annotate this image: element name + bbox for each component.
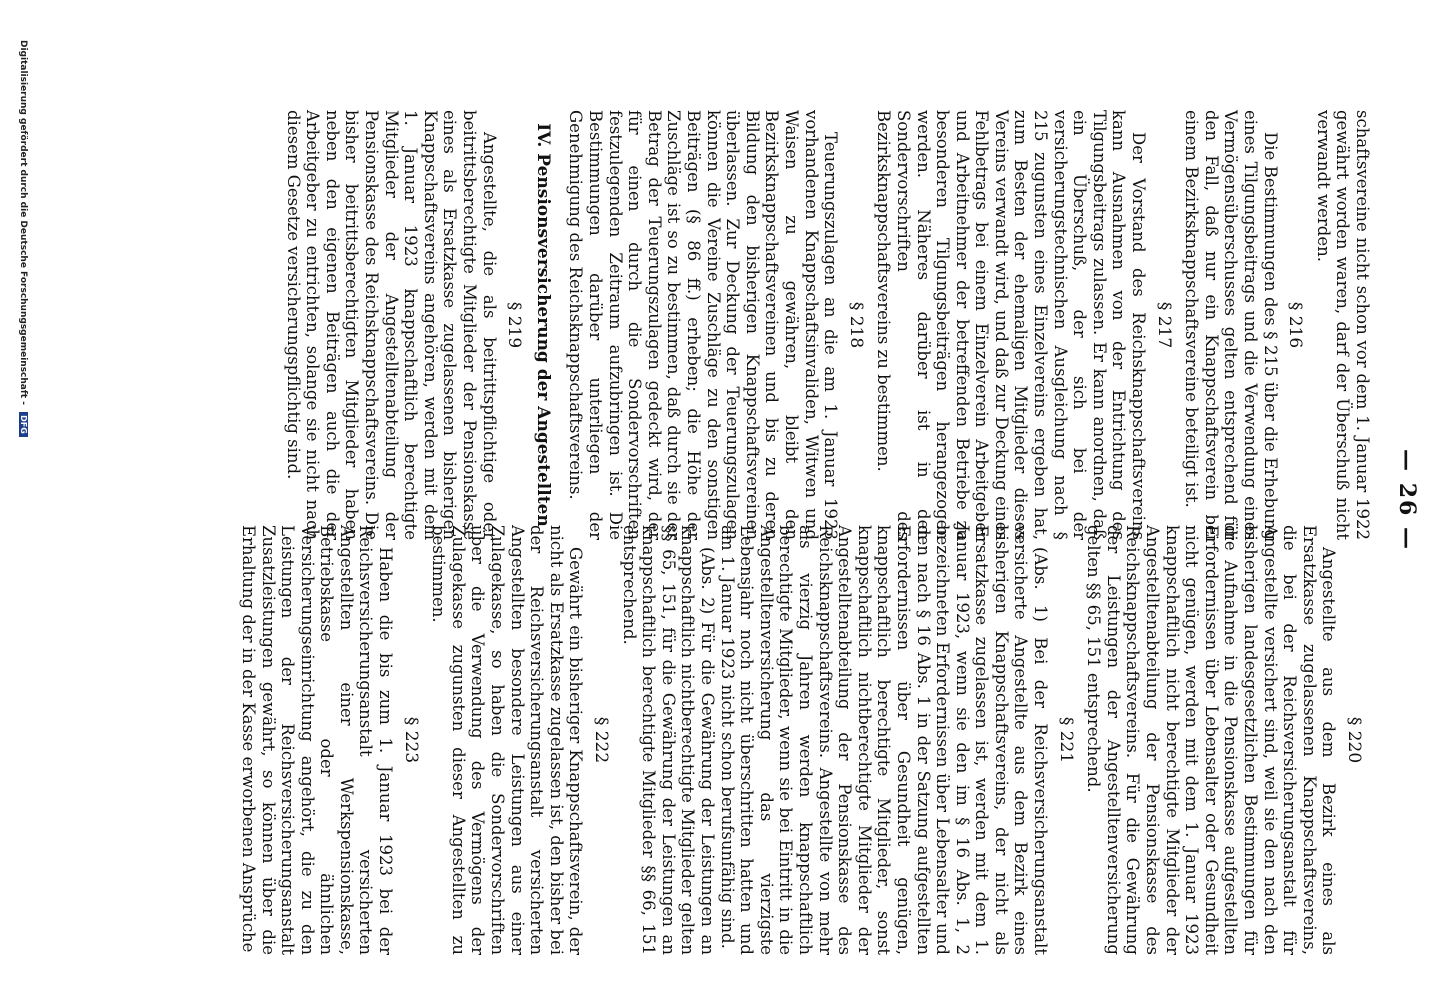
chapter-heading: IV. Pensionsversicherung der Angestellten: [532, 123, 553, 527]
section-218-title: § 218: [845, 301, 866, 349]
section-216-title: § 216: [1285, 301, 1306, 349]
section-221-title: § 221: [1055, 716, 1076, 764]
paragraph-220: Angestellte aus dem Bezirk eines als Ersatzkasse zugelassenen Knappschaftsvereins, die bei der Reichsversicherungsanstalt für Angestellte versichert sind, weil sie den nach den bisherigen landesgesetzlichen Bestimmungen für die Aufnahme in die Pensionskasse aufgestellten Erfordernissen über Lebensalter oder Gesundheit nicht genügen, werden mit dem 1. Januar 1923 knappschaftlich nicht berechtigte Mitglieder der Angestelltenabteilung der Pensionskasse des Reichsknappschaftsvereins. Für die Gewährung der Leistungen der Angestelltenversicherung gelten §§ 65, 151 entsprechend.: [1084, 525, 1339, 955]
paragraph-218: Teuerungszulagen an die am 1. Januar 1923 vorhandenen Knappschaftsinvaliden, Witwen und Waisen zu gewähren, bleibt den Bezirksknappschaftsvereinen und bis zu deren Bildung den bisherigen Knappschaftsvereinen überlassen. Zur Deckung der Teuerungszulagen können die Vereine Zuschläge zu den sonstigen Beiträgen (§ 86 ff.) erheben; die Höhe der Zuschläge ist so zu bestimmen, daß durch sie der Betrag der Teuerungszulagen gedeckt wird, der für einen durch die Sondervorschriften festzulegenden Zeitraum aufzubringen ist. Die Bestimmungen darüber unterliegen der Genehmigung des Reichsknappschaftsvereins.: [566, 110, 841, 540]
section-217-title: § 217: [1153, 301, 1174, 349]
right-column: [238, 525, 1372, 955]
credit-text: Digitalisierung gefördert durch die Deutsche Forschungsgemeinschaft -: [18, 40, 28, 405]
paragraph-continued: schaftsvereine nicht schon vor dem 1. Januar 1922 gewährt worden waren, darf der Überschuß nicht verwandt werden.: [1313, 110, 1372, 540]
section-223-title: § 223: [400, 716, 421, 764]
paragraph-217: Der Vorstand des Reichsknappschaftsvereins kann Ausnahmen von der Entrichtung des Tilgungsbeitrags zulassen. Er kann anordnen, daß ein Überschuß, der sich bei der versicherungstechnischen Ausgleichung nach § 215 zugunsten eines Einzelvereins ergeben hat, zum Besten der ehemaligen Mitglieder dieses Vereins verwandt wird, und daß zur Deckung eines Fehlbetrags bei einem Einzelverein Arbeitgeber und Arbeitnehmer der betreffenden Betriebe zu besonderen Tilgungsbeiträgen herangezogen werden. Näheres darüber ist in den Sondervorschriften des Bezirksknappschaftsvereins zu bestimmen.: [874, 110, 1149, 540]
section-222-title: § 222: [591, 716, 612, 764]
paragraph-219: Angestellte, die als beitrittspflichtige oder beitrittsberechtigte Mitglieder der Pensionskasse eines als Ersatzkasse zugelassenen bisherigen Knappschaftsvereins angehören, werden mit dem 1. Januar 1923 knappschaftlich berechtigte Mitglieder der Angestelltenabteilung der Pensionskasse des Reichsknappschaftsvereins. Die bisher beitrittsberechtigten Mitglieder haben neben den eigenen Beiträgen auch die der Arbeitgeber zu entrichten, solange sie nicht nach diesem Gesetze versicherungspflichtig sind.: [283, 110, 499, 540]
digitization-credit: [18, 40, 28, 437]
page-number: — 26 —: [1394, 449, 1420, 551]
section-220-title: § 220: [1344, 716, 1364, 764]
section-219-title: § 219: [504, 301, 525, 349]
paragraph-216: Die Bestimmungen des § 215 über die Erhebung eines Tilgungsbeitrags und die Verwendung eines Vermögensüberschusses gelten entsprechend für den Fall, daß nur ein Knappschaftsverein bei einem Bezirksknappschaftsvereine beteiligt ist.: [1182, 110, 1280, 540]
left-column: [283, 110, 1372, 540]
paragraph-221-abs1: (Abs. 1) Bei der Reichsversicherungsanstalt versicherte Angestellte aus dem Bezirk eines bisherigen Knappschaftsvereins, der nicht als Ersatzkasse zugelassen ist, werden mit dem 1. Januar 1923, wenn sie den im § 16 Abs. 1, 2 bezeichneten Erfordernissen über Lebensalter und den nach § 16 Abs. 1 in der Satzung aufgestellten Erfordernissen über Gesundheit genügen, knappschaftlich berechtigte Mitglieder, sonst knappschaftlich nichtberechtigte Mitglieder der Angestelltenabteilung der Pensionskasse des Reichsknappschaftsvereins. Angestellte von mehr als vierzig Jahren werden knappschaftlich berechtigte Mitglieder, wenn sie bei Eintritt in die Angestelltenversicherung das vierzigste Lebensjahr noch nicht überschritten hatten und am 1. Januar 1923 nicht schon berufsunfähig sind.: [717, 525, 1051, 955]
paragraph-223: Haben die bis zum 1. Januar 1923 bei der Reichsversicherungsanstalt versicherten Angestellten einer Werkspensionskasse, Betriebskasse oder ähnlichen Versicherungseinrichtung angehört, die zu den Leistungen der Reichsversicherungsanstalt Zusatzleistungen gewährt, so können über die Erhaltung der in der Kasse erworbenen Ansprüche: [238, 525, 396, 955]
paragraph-221-abs2: (Abs. 2) Für die Gewährung der Leistungen an knappschaftlich nichtberechtigte Mitglieder gelten §§ 65, 151, für die Gewährung der Leistungen an knappschaftlich berechtigte Mitglieder §§ 66, 151 entsprechend.: [619, 525, 717, 955]
paragraph-222: Gewährt ein bisheriger Knappschaftsverein, der nicht als Ersatzkasse zugelassen ist, den bisher bei der Reichsversicherungsanstalt versicherten Angestellten besondere Leistungen aus einer Zulagekasse, so haben die Sondervorschriften über die Verwendung des Vermögens der Zulagekasse zugunsten dieser Angestellten zu bestimmen.: [429, 525, 586, 955]
dfg-logo: DFG: [19, 412, 28, 437]
